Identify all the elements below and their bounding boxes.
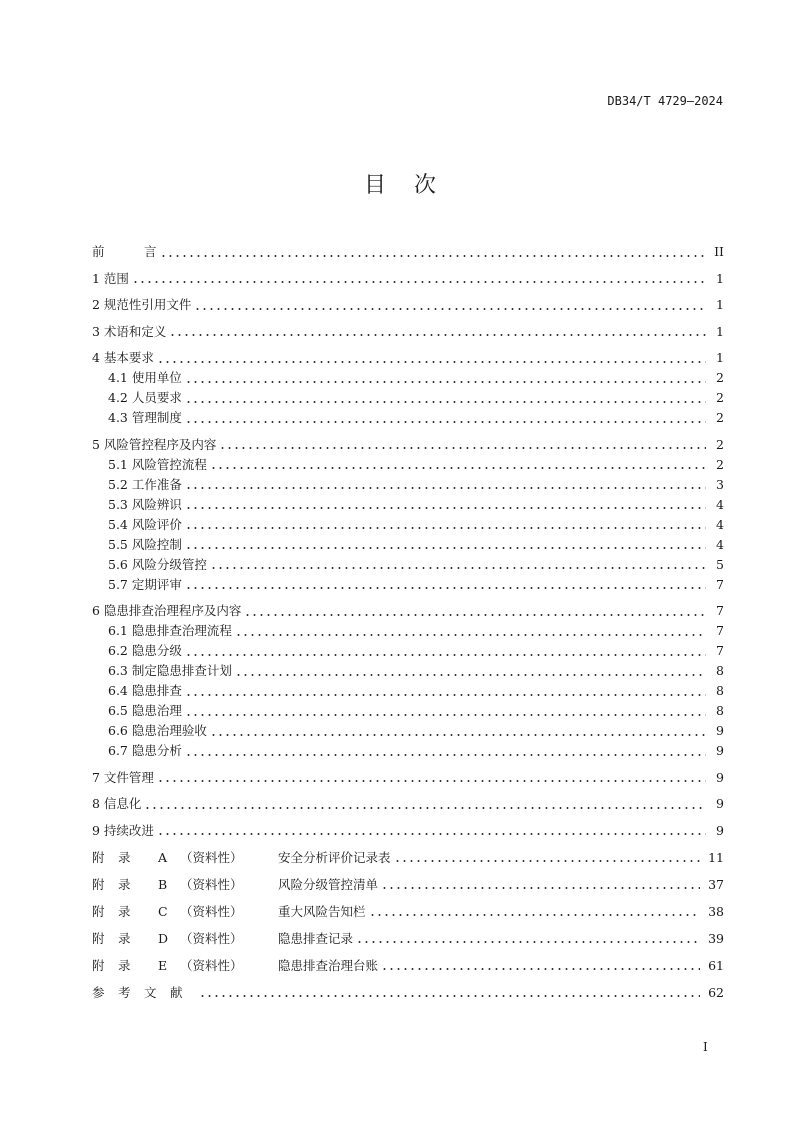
toc-entry[interactable]: [92, 621, 724, 641]
toc-entry-label: 5.1 风险管控流程: [108, 456, 207, 472]
toc-entry[interactable]: [92, 455, 724, 475]
dot-leader: [210, 567, 706, 569]
dot-leader: [381, 887, 700, 889]
appendix-nature: （资料性）: [180, 876, 243, 892]
toc-page-number: 7: [716, 576, 724, 592]
toc-page-number: 9: [716, 796, 724, 811]
appendix-label: [92, 929, 356, 949]
toc-entry-label: [92, 242, 160, 262]
toc-page-number: 8: [716, 683, 724, 698]
toc-page-number: II: [714, 244, 724, 259]
toc-page-number: 39: [708, 930, 724, 946]
dot-leader: [235, 634, 706, 636]
dot-leader: [185, 654, 706, 656]
toc-entry-label: 6.7 隐患分析: [108, 743, 182, 758]
appendix-char: 录: [118, 957, 131, 973]
toc-entry-label: 5.4 风险评价: [108, 516, 182, 532]
toc-page-number: 2: [716, 436, 724, 452]
dot-leader: [169, 334, 706, 336]
dot-leader: [381, 968, 700, 970]
appendix-letter: A: [158, 849, 168, 865]
dot-leader: [185, 527, 706, 529]
toc-page-number: 9: [716, 723, 724, 738]
dot-leader: [210, 734, 706, 736]
references-char: 文: [144, 984, 157, 1000]
dot-leader: [185, 714, 706, 716]
toc-page-number: 2: [716, 370, 724, 385]
toc-page-number: 9: [716, 769, 724, 785]
toc-entry[interactable]: [92, 661, 724, 681]
toc-entry[interactable]: [92, 475, 724, 495]
toc-page-number: 37: [708, 876, 724, 892]
toc-entry-label: 6.2 隐患分级: [108, 643, 182, 658]
toc-page-number: 2: [716, 410, 724, 425]
toc-page-number: 4: [716, 516, 724, 532]
toc-entry-label: 5.3 风险辨识: [108, 496, 182, 512]
toc-entry[interactable]: [92, 535, 724, 555]
toc-entry[interactable]: [92, 408, 724, 428]
appendix-entry[interactable]: [92, 848, 724, 868]
dot-leader: [185, 587, 706, 589]
appendix-nature: （资料性）: [180, 957, 243, 973]
toc-entry[interactable]: [92, 741, 724, 761]
appendix-label: [92, 902, 369, 922]
appendix-char: 录: [118, 903, 131, 919]
toc-page-number: 62: [708, 984, 724, 1000]
toc-page-number: 8: [716, 703, 724, 718]
appendix-entry[interactable]: [92, 956, 724, 976]
toc-entry-label: 6.1 隐患排查治理流程: [108, 623, 232, 638]
toc-entry-label: 6.4 隐患排查: [108, 683, 182, 698]
toc-entry[interactable]: [92, 555, 724, 575]
title-char: 目: [363, 173, 386, 198]
page-title: [0, 168, 800, 199]
dot-leader: [157, 361, 706, 363]
document-code: DB34/T 4729—2024: [607, 94, 723, 108]
toc-page-number: 1: [716, 297, 724, 312]
toc-page-number: 4: [716, 496, 724, 512]
appendix-char: 附: [92, 930, 105, 946]
toc-page-number: 38: [708, 903, 724, 919]
appendix-char: 附: [92, 849, 105, 865]
appendix-char: 附: [92, 876, 105, 892]
dot-leader: [394, 860, 701, 862]
dot-leader: [185, 421, 706, 423]
dot-leader: [185, 381, 706, 383]
toc-page-number: 2: [716, 390, 724, 405]
toc-entry[interactable]: [92, 388, 724, 408]
toc-entry-label: 9 持续改进: [92, 822, 154, 838]
toc-entry[interactable]: [92, 721, 724, 741]
page-number: I: [703, 1040, 708, 1054]
dot-leader: [194, 308, 706, 310]
dot-leader: [185, 694, 706, 696]
toc-entry[interactable]: [92, 794, 724, 814]
toc-entry-label: 2 规范性引用文件: [92, 297, 192, 312]
toc-entry[interactable]: [92, 681, 724, 701]
dot-leader: [356, 941, 700, 943]
toc-page-number: 3: [716, 476, 724, 492]
dot-leader: [210, 467, 706, 469]
toc-entry[interactable]: [92, 322, 724, 342]
dot-leader: [185, 401, 706, 403]
toc-entry[interactable]: [92, 601, 724, 621]
appendix-label: [92, 875, 381, 895]
toc-page-number: 4: [716, 536, 724, 552]
appendix-letter: E: [158, 957, 168, 973]
toc-entry[interactable]: [92, 575, 724, 595]
references-label: [92, 983, 199, 1003]
dot-leader: [185, 754, 706, 756]
appendix-title: 风险分级管控清单: [278, 876, 379, 892]
toc-entry-label: 6.3 制定隐患排查计划: [108, 663, 232, 678]
dot-leader: [235, 674, 706, 676]
appendix-char: 录: [118, 849, 131, 865]
toc-entry-label: 4.2 人员要求: [108, 390, 182, 405]
appendix-title: 隐患排查记录: [278, 930, 354, 946]
dot-leader: [199, 995, 700, 997]
references-char: 参: [92, 984, 105, 1000]
toc-entry-label: 5.2 工作准备: [108, 476, 182, 492]
toc-page-number: 7: [716, 623, 724, 638]
appendix-letter: D: [158, 930, 169, 946]
dot-leader: [157, 833, 706, 835]
toc-entry-label: 5.5 风险控制: [108, 536, 182, 552]
toc-entry-label: 言: [144, 244, 157, 259]
toc-page-number: 11: [708, 849, 724, 865]
toc-entry-label: 5.6 风险分级管控: [108, 556, 207, 572]
appendix-char: 录: [118, 930, 131, 946]
toc-entry-label: 3 术语和定义: [92, 323, 167, 339]
toc-entry-label: 6 隐患排查治理程序及内容: [92, 603, 242, 618]
toc-entry[interactable]: [92, 348, 724, 368]
toc-entry-label: 5 风险管控程序及内容: [92, 436, 217, 452]
dot-leader: [185, 507, 706, 509]
appendix-title: 安全分析评价记录表: [278, 849, 391, 865]
toc-entry[interactable]: [92, 368, 724, 388]
toc-entry[interactable]: [92, 495, 724, 515]
toc-entry-label: 4.1 使用单位: [108, 370, 182, 385]
dot-leader: [144, 807, 706, 809]
appendix-char: 附: [92, 903, 105, 919]
appendix-label: [92, 848, 394, 868]
references-entry[interactable]: [92, 983, 724, 1003]
appendix-label: [92, 956, 381, 976]
toc-page-number: 9: [716, 743, 724, 758]
toc-page-number: 8: [716, 663, 724, 678]
appendix-nature: （资料性）: [180, 930, 243, 946]
appendix-entry[interactable]: [92, 902, 724, 922]
toc-entry-label: 4.3 管理制度: [108, 410, 182, 425]
appendix-nature: （资料性）: [180, 903, 243, 919]
toc-entry[interactable]: [92, 295, 724, 315]
toc-page-number: 61: [708, 957, 724, 973]
toc-page-number: 7: [716, 643, 724, 658]
toc-entry[interactable]: [92, 515, 724, 535]
toc-entry-label: 7 文件管理: [92, 769, 154, 785]
dot-leader: [157, 780, 706, 782]
toc-page-number: 1: [716, 350, 724, 365]
appendix-entry[interactable]: [92, 929, 724, 949]
dot-leader: [185, 487, 706, 489]
toc-page-number: 5: [716, 556, 724, 572]
toc-entry[interactable]: [92, 768, 724, 788]
toc-entry[interactable]: [92, 641, 724, 661]
appendix-title: 隐患排查治理台账: [278, 957, 379, 973]
toc-page-number: 7: [716, 603, 724, 618]
toc-entry-label: 前: [92, 244, 105, 259]
appendix-letter: B: [158, 876, 168, 892]
references-char: 考: [118, 984, 131, 1000]
dot-leader: [132, 281, 706, 283]
dot-leader: [160, 255, 706, 257]
appendix-char: 录: [118, 876, 131, 892]
appendix-nature: （资料性）: [180, 849, 243, 865]
toc-entry-label: 6.5 隐患治理: [108, 703, 182, 718]
toc-page-number: 1: [716, 323, 724, 339]
toc-entry-label: 6.6 隐患治理验收: [108, 723, 207, 738]
dot-leader: [244, 614, 706, 616]
appendix-char: 附: [92, 957, 105, 973]
toc-entry[interactable]: [92, 269, 724, 289]
appendix-entry[interactable]: [92, 875, 724, 895]
toc-page-number: 1: [716, 270, 724, 286]
toc-entry[interactable]: [92, 821, 724, 841]
toc-entry[interactable]: [92, 242, 724, 262]
toc-entry[interactable]: [92, 435, 724, 455]
toc-entry[interactable]: [92, 701, 724, 721]
title-char: 次: [414, 173, 437, 198]
toc-page-number: 9: [716, 822, 724, 838]
toc-entry-label: 5.7 定期评审: [108, 576, 182, 592]
toc-page-number: 2: [716, 456, 724, 472]
dot-leader: [369, 914, 701, 916]
appendix-title: 重大风险告知栏: [278, 903, 366, 919]
dot-leader: [219, 447, 706, 449]
references-char: 献: [170, 984, 183, 1000]
toc-entry-label: 1 范围: [92, 270, 129, 286]
appendix-letter: C: [158, 903, 168, 919]
toc-entry-label: 4 基本要求: [92, 350, 154, 365]
toc-entry-label: 8 信息化: [92, 796, 142, 811]
dot-leader: [185, 547, 706, 549]
table-of-contents: [92, 242, 724, 1003]
